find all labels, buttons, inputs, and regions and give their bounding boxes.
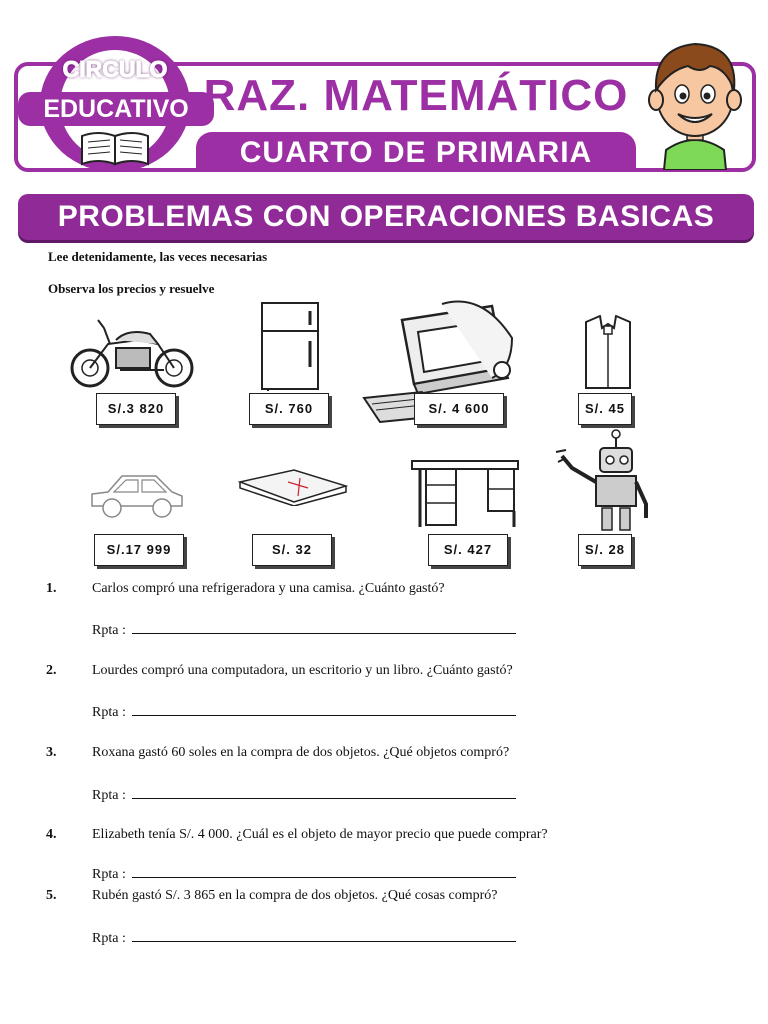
price-book: S/. 32	[252, 534, 332, 566]
book-icon	[238, 466, 348, 506]
question-number: 5.	[46, 888, 57, 903]
instruction-observe: Observa los precios y resuelve	[48, 281, 215, 296]
logo-text-line1: CIRCULO	[62, 56, 168, 82]
desk-icon	[410, 459, 520, 529]
answer-line[interactable]	[132, 866, 516, 878]
answer-label: Rpta :	[92, 705, 126, 720]
question-text: Rubén gastó S/. 3 865 en la compra de dos objetos. ¿Qué cosas compró?	[92, 888, 498, 903]
question-text: Roxana gastó 60 soles en la compra de dos objetos. ¿Qué objetos compró?	[92, 745, 510, 760]
price-desk: S/. 427	[428, 534, 508, 566]
price-robot: S/. 28	[578, 534, 632, 566]
answer-line[interactable]	[132, 704, 516, 716]
answer-4	[92, 866, 516, 883]
open-book-icon	[78, 128, 152, 168]
header-title: RAZ. MATEMÁTICO	[203, 71, 629, 120]
car-icon	[88, 470, 186, 520]
header-subtitle: CUARTO DE PRIMARIA	[196, 132, 636, 172]
refrigerator-icon	[258, 301, 322, 391]
boy-avatar-icon	[640, 30, 750, 170]
instruction-read: Lee detenidamente, las veces necesarias	[48, 249, 268, 264]
circulo-educativo-logo	[30, 36, 200, 176]
answer-line[interactable]	[132, 622, 516, 634]
question-text: Lourdes compró una computadora, un escritorio y un libro. ¿Cuánto gastó?	[92, 663, 513, 678]
robot-icon	[552, 428, 652, 534]
question-number: 2.	[46, 663, 57, 678]
question-number: 1.	[46, 581, 57, 596]
answer-3	[92, 787, 516, 804]
motorcycle-icon	[68, 318, 198, 390]
price-motorcycle: S/.3 820	[96, 393, 176, 425]
price-shirt: S/. 45	[578, 393, 632, 425]
price-car: S/.17 999	[94, 534, 184, 566]
answer-label: Rpta :	[92, 931, 126, 946]
question-number: 4.	[46, 827, 57, 842]
answer-label: Rpta :	[92, 623, 126, 638]
section-title: PROBLEMAS CON OPERACIONES BASICAS	[57, 200, 715, 233]
answer-5	[92, 930, 516, 947]
price-computer: S/. 4 600	[414, 393, 504, 425]
question-text: Elizabeth tenía S/. 4 000. ¿Cuál es el objeto de mayor precio que puede comprar?	[92, 827, 548, 842]
answer-label: Rpta :	[92, 788, 126, 803]
logo-text-line2: EDUCATIVO	[18, 92, 214, 126]
shirt-icon	[580, 314, 636, 390]
section-title-bar	[18, 194, 754, 240]
price-refrigerator: S/. 760	[249, 393, 329, 425]
answer-line[interactable]	[132, 787, 516, 799]
answer-label: Rpta :	[92, 867, 126, 882]
answer-line[interactable]	[132, 930, 516, 942]
answer-2	[92, 704, 516, 721]
question-text: Carlos compró una refrigeradora y una camisa. ¿Cuánto gastó?	[92, 581, 445, 596]
question-number: 3.	[46, 745, 57, 760]
answer-1	[92, 622, 516, 639]
